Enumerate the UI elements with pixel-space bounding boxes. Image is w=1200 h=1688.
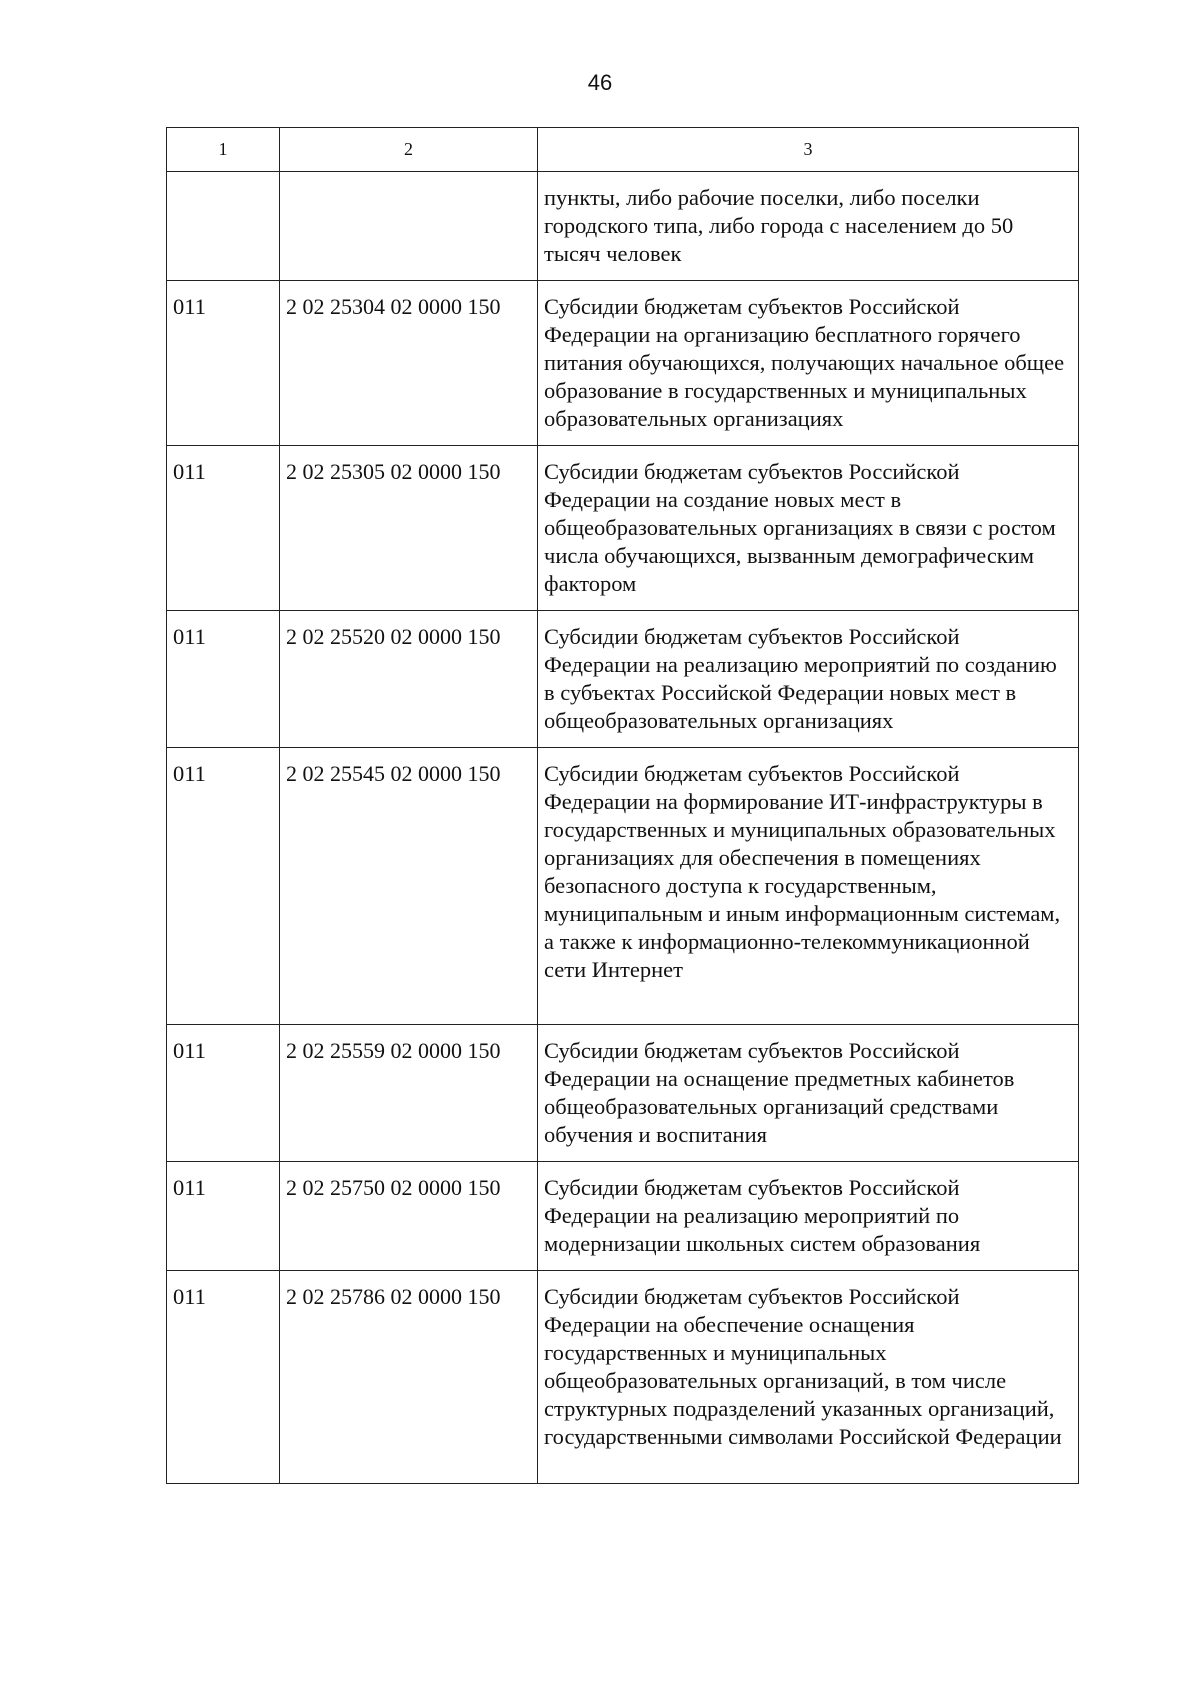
table-row bbox=[167, 611, 1079, 748]
description-cell: Субсидии бюджетам субъектов Российской Федерации на оснащение предметных кабинетов общеобразовательных организаций средствами обучения и воспитания bbox=[538, 1025, 1079, 1162]
classification-table bbox=[166, 127, 1079, 1484]
admin-code-cell bbox=[167, 172, 280, 281]
budget-code-cell: 2 02 25750 02 0000 150 bbox=[280, 1162, 538, 1271]
description-cell: пункты, либо рабочие поселки, либо поселки городского типа, либо города с населением до 50 тысяч человек bbox=[538, 172, 1079, 281]
budget-code-cell: 2 02 25520 02 0000 150 bbox=[280, 611, 538, 748]
page-number: 46 bbox=[587, 70, 613, 95]
budget-code-cell: 2 02 25545 02 0000 150 bbox=[280, 748, 538, 1025]
admin-code-cell: 011 bbox=[167, 748, 280, 1025]
description-cell: Субсидии бюджетам субъектов Российской Федерации на реализацию мероприятий по созданию в субъектах Российской Федерации новых мест в общеобразовательных организациях bbox=[538, 611, 1079, 748]
description-cell: Субсидии бюджетам субъектов Российской Федерации на создание новых мест в общеобразовательных организациях в связи с ростом числа обучающихся, вызванным демографическим фактором bbox=[538, 446, 1079, 611]
admin-code-cell: 011 bbox=[167, 1271, 280, 1484]
table-row bbox=[167, 172, 1079, 281]
table-row bbox=[167, 748, 1079, 1025]
table-row bbox=[167, 1271, 1079, 1484]
admin-code-cell: 011 bbox=[167, 281, 280, 446]
budget-code-cell bbox=[280, 172, 538, 281]
admin-code-cell: 011 bbox=[167, 1025, 280, 1162]
budget-code-cell: 2 02 25786 02 0000 150 bbox=[280, 1271, 538, 1484]
admin-code-cell: 011 bbox=[167, 611, 280, 748]
description-cell: Субсидии бюджетам субъектов Российской Федерации на обеспечение оснащения государственных и муниципальных общеобразовательных организаций, в том числе структурных подразделений указанных организаций, государственными символами Российской Федерации bbox=[538, 1271, 1079, 1484]
table-row bbox=[167, 446, 1079, 611]
table-header-row bbox=[167, 128, 1079, 172]
description-cell: Субсидии бюджетам субъектов Российской Федерации на организацию бесплатного горячего питания обучающихся, получающих начальное общее образование в государственных и муниципальных образовательных организациях bbox=[538, 281, 1079, 446]
description-cell: Субсидии бюджетам субъектов Российской Федерации на реализацию мероприятий по модернизации школьных систем образования bbox=[538, 1162, 1079, 1271]
admin-code-cell: 011 bbox=[167, 1162, 280, 1271]
budget-code-cell: 2 02 25304 02 0000 150 bbox=[280, 281, 538, 446]
column-header-2: 2 bbox=[280, 128, 538, 172]
description-cell: Субсидии бюджетам субъектов Российской Федерации на формирование ИТ-инфраструктуры в государственных и муниципальных образовательных организациях для обеспечения в помещениях безопасного доступа к государственным, муниципальным и иным информационным системам, а также к информационно-телекоммуникационной сети Интернет bbox=[538, 748, 1079, 1025]
budget-code-cell: 2 02 25305 02 0000 150 bbox=[280, 446, 538, 611]
table-row bbox=[167, 1025, 1079, 1162]
admin-code-cell: 011 bbox=[167, 446, 280, 611]
table-row bbox=[167, 1162, 1079, 1271]
table-row bbox=[167, 281, 1079, 446]
column-header-3: 3 bbox=[538, 128, 1079, 172]
column-header-1: 1 bbox=[167, 128, 280, 172]
budget-code-cell: 2 02 25559 02 0000 150 bbox=[280, 1025, 538, 1162]
